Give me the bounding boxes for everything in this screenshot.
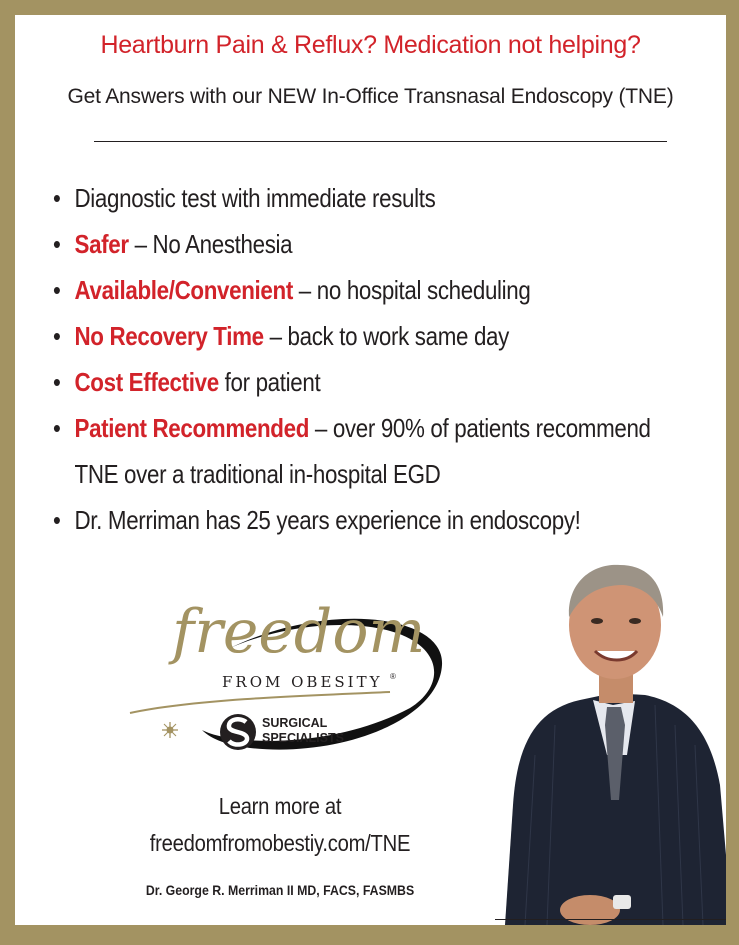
badge-line2: SPECIALISTS <box>262 731 344 745</box>
logo-subtitle: FROM OBESITY <box>222 673 383 691</box>
bullet-icon: • <box>53 367 61 397</box>
learn-more-block <box>135 788 425 862</box>
list-item: • Available/Convenient – no hospital scheduling <box>53 267 629 313</box>
divider <box>94 141 667 142</box>
doctor-photo <box>495 555 726 925</box>
highlight-text: No Recovery Time <box>74 321 264 351</box>
surgical-specialists-s-icon <box>220 714 256 750</box>
bottom-rule <box>495 919 726 920</box>
highlight-text: Cost Effective <box>74 367 219 397</box>
website-link[interactable]: freedomfromobestiy.com/TNE <box>149 830 411 856</box>
left-eye <box>591 618 603 624</box>
highlight-text: Patient Recommended <box>74 413 310 443</box>
list-item: • Diagnostic test with immediate results <box>53 175 629 221</box>
starburst-icon <box>162 722 178 738</box>
benefit-list <box>53 175 723 543</box>
logo-script-text: freedom <box>172 597 426 667</box>
bullet-icon: • <box>53 183 61 213</box>
right-eye <box>629 618 641 624</box>
freedom-from-obesity-logo <box>110 580 450 755</box>
list-item: • Safer – No Anesthesia <box>53 221 629 267</box>
bullet-icon: • <box>53 321 61 351</box>
doctor-credit: Dr. George R. Merriman II MD, FACS, FASMBS <box>145 882 415 898</box>
badge-line1: SURGICAL <box>262 716 328 730</box>
list-item: • Dr. Merriman has 25 years experience in endoscopy! <box>53 497 629 543</box>
bullet-icon: • <box>53 505 61 535</box>
watch <box>613 895 631 909</box>
list-item-continuation: TNE over a traditional in-hospital EGD <box>74 459 441 489</box>
learn-more-label: Learn more at <box>218 793 342 819</box>
hands <box>560 895 620 925</box>
highlight-text: Safer <box>74 229 129 259</box>
bullet-icon: • <box>53 275 61 305</box>
bullet-icon: • <box>53 229 61 259</box>
list-item: • Cost Effective for patient <box>53 359 629 405</box>
headline: Heartburn Pain & Reflux? Medication not helping? <box>100 31 641 59</box>
bullet-icon: • <box>53 413 61 443</box>
ad-panel <box>15 15 726 925</box>
list-item: • No Recovery Time – back to work same day <box>53 313 629 359</box>
subheadline: Get Answers with our NEW In-Office Transnasal Endoscopy (TNE) <box>67 85 674 108</box>
list-item: • Patient Recommended – over 90% of patients recommend TNE over a traditional in-hospital EGD <box>53 405 629 497</box>
logo-underline <box>130 692 390 713</box>
highlight-text: Available/Convenient <box>74 275 293 305</box>
registered-mark: ® <box>390 672 396 681</box>
